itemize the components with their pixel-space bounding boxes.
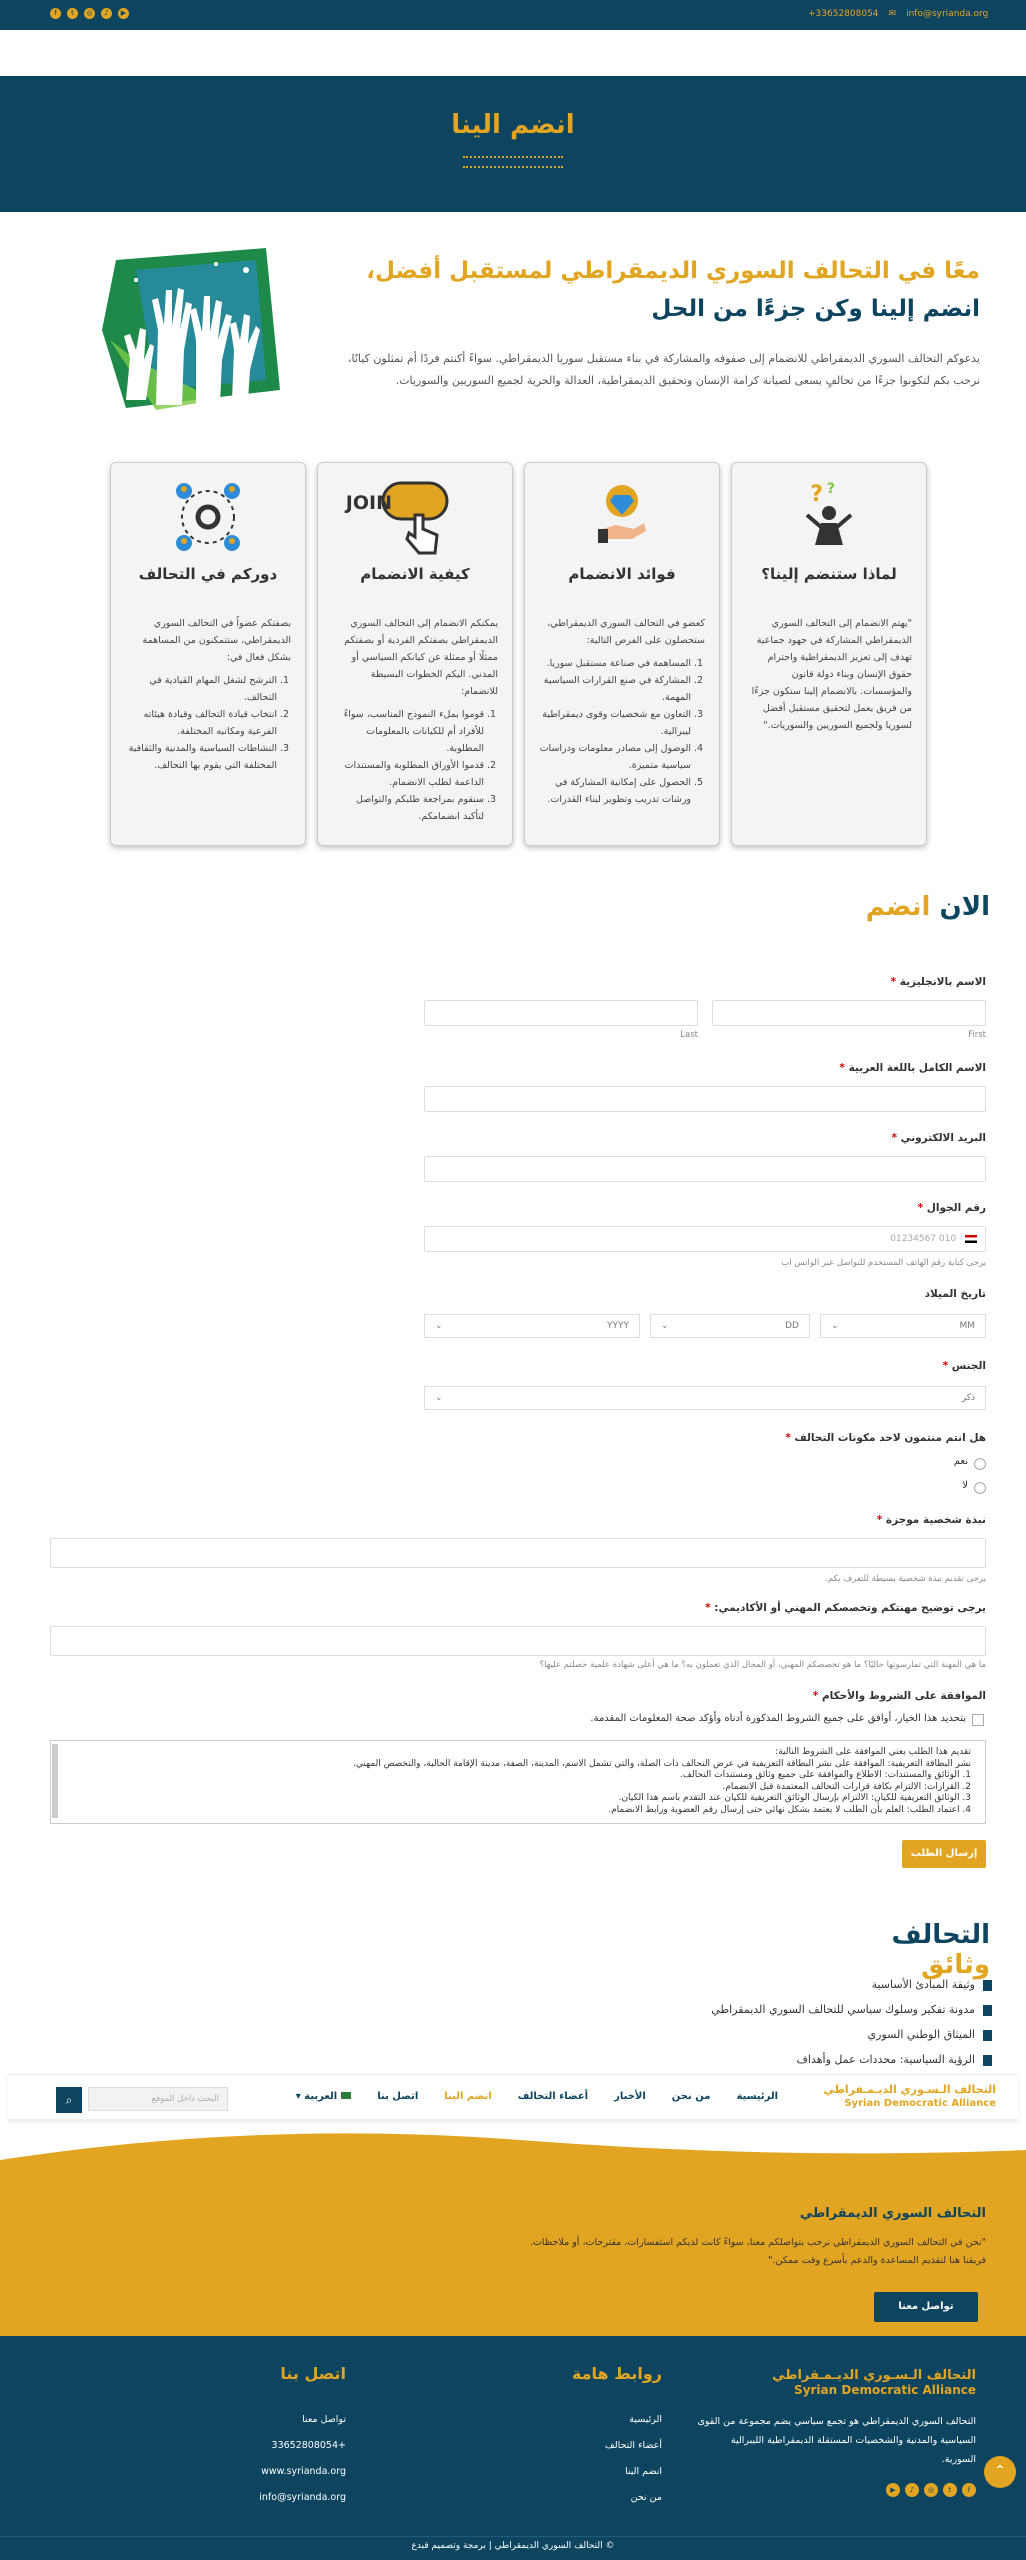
card-how-to-join <box>317 462 513 846</box>
instagram-icon[interactable]: ◎ <box>924 2483 938 2497</box>
footer-links-title: روابط هامة <box>571 2364 662 2383</box>
submit-button[interactable]: إرسال الطلب <box>902 1840 986 1868</box>
list-item: 1. المساهمة في صناعة مستقبل سوريا. <box>539 655 691 672</box>
join-title-navy: الان <box>939 892 990 922</box>
member-yes-radio[interactable] <box>974 1458 986 1470</box>
nav-about[interactable]: من نحن <box>671 2091 711 2102</box>
youtube-icon[interactable]: ▶ <box>886 2483 900 2497</box>
intro-title <box>320 252 980 328</box>
footer-logo: التحالف الـسـوري الديـمـقراطي Syrian Democratic Alliance <box>772 2368 976 2397</box>
first-name-input[interactable] <box>712 1000 986 1026</box>
twitter-icon[interactable]: t <box>943 2483 957 2497</box>
bio-label: نبذة شخصية موجزة * <box>876 1514 986 1526</box>
terms-box[interactable] <box>50 1740 986 1824</box>
footer-link[interactable]: الرئيسية <box>629 2414 662 2425</box>
pdf-file-icon <box>983 2005 992 2016</box>
nav-menu <box>296 2091 778 2102</box>
steps-list <box>332 706 498 825</box>
footer-about-text: التحالف السوري الديمقراطي هو تجمع سياسي يضم مجموعة من القوى السياسية والمدنية والشخصيات المستقلة الديمقراطية الليبرالية السورية. <box>697 2416 976 2465</box>
dob-day-select[interactable]: DD ⌄ <box>650 1314 810 1338</box>
terms-checkbox-label: بتحديد هذا الخيار، أوافق على جميع الشروط المذكورة أدناه وأؤكد صحة المعلومات المقدمة. <box>590 1713 966 1724</box>
terms-line: 2. القرارات: الالتزام بكافة قرارات التحالف المعتمدة قبل الانضمام. <box>722 1781 971 1792</box>
diamond-hand-icon <box>539 479 705 559</box>
dob-year-select[interactable]: YYYY ⌄ <box>424 1314 640 1338</box>
footer-about <box>696 2368 976 2497</box>
list-item: 2. قدموا الأوراق المطلوبة والمستندات الداعمة لطلب الانضمام. <box>332 757 484 791</box>
card-title: دوركم في التحالف <box>138 565 278 583</box>
card-text: "يهتم الانضمام إلى التحالف السوري الديمقراطي المشاركة في جهود جماعية تهدف إلى تعزيز الديمقراطية واحترام حقوق الإنسان وبناء دولة قانون والمؤسسات. بالانضمام إلينا ستكون جزءًا من فريق يعمل لتحقيق مستقبل أفضل لسوريا ولجميع السوريين والسوريات." <box>751 618 912 731</box>
join-form-title <box>860 892 990 922</box>
language-switcher[interactable]: العربية ▾ <box>296 2091 351 2102</box>
top-phone[interactable]: +33652808054 <box>808 9 879 19</box>
terms-line: 1. الوثائق والمستندات: الاطلاع والموافقة على جميع وثائق ومستندات التحالف. <box>679 1770 971 1780</box>
profession-hint: ما هي المهنة التي تمارسونها حاليًا؟ ما هو تخصصكم المهني، أو المجال الذي تعملون به؟ ما هي أعلى شهادة علمية حصلتم عليها؟ <box>539 1660 986 1670</box>
search-icon[interactable]: ⌕ <box>56 2087 82 2113</box>
facebook-icon[interactable]: f <box>962 2483 976 2497</box>
last-name-input[interactable] <box>424 1000 698 1026</box>
intro-title-highlight: معًا في التحالف السوري الديمقراطي لمستقبل أفضل، <box>366 258 980 284</box>
arabic-name-input[interactable] <box>424 1086 986 1112</box>
nav-contact[interactable]: اتصل بنا <box>377 2091 419 2102</box>
card-why-join <box>731 462 927 846</box>
footer-contact-title: اتصل بنا <box>280 2364 346 2383</box>
last-hint: Last <box>680 1030 698 1040</box>
profession-textarea[interactable] <box>50 1626 986 1656</box>
phone-hint: يرجى كتابة رقم الهاتف المستخدم للتواصل عبر الواتس اب <box>781 1258 986 1268</box>
list-item: 1. قوموا بملء النموذج المناسب، سواءً للأفراد أم للكيانات بالمعلومات المطلوبة. <box>332 706 484 757</box>
list-item: 1. الترشح لشغل المهام القيادية في التحالف. <box>125 672 277 706</box>
doc-link[interactable]: الرؤية السياسية: محددات عمل وأهداف <box>600 2053 992 2066</box>
logo-arabic: التحالف الـسـوري الديـمـقراطي <box>823 2083 996 2096</box>
terms-checkbox[interactable] <box>972 1714 984 1726</box>
card-text: يمكنكم الانضمام إلى التحالف السوري الديمقراطي بصفتكم الفردية أو بصفتكم ممثلًا أو ممثلة عن كيانكم السياسي أو المدني. اليكم الخطوات البسيطة للانضمام: <box>344 618 498 697</box>
syria-flag-icon <box>341 2092 351 2099</box>
footer-link[interactable]: من نحن <box>630 2492 662 2503</box>
instagram-icon[interactable]: ◎ <box>84 8 95 19</box>
card-title: لماذا ستنضم إلينا؟ <box>761 565 897 583</box>
list-item: 2. انتخاب قيادة التحالف وقيادة هيئاته الفرعية ومكاتبه المختلفة. <box>125 706 277 740</box>
list-item: 3. سنقوم بمراجعة طلبكم والتواصل لتأكيد انضمامكم. <box>332 791 484 825</box>
svg-text:JOIN: JOIN <box>345 492 392 514</box>
doc-link[interactable]: الميثاق الوطني السوري <box>600 2028 992 2041</box>
member-yes-label: نعم <box>953 1456 968 1467</box>
email-label: البريد الالكتروني * <box>891 1132 986 1144</box>
pdf-file-icon <box>983 1980 992 1991</box>
bio-hint: يرجى تقديم نبذة شخصية بسيطة للتعرف بكم. <box>825 1574 986 1584</box>
phone-label: رقم الجوال * <box>917 1202 986 1214</box>
list-item: 4. الوصول إلى مصادر معلومات ودراسات سياسية متميزة. <box>539 740 691 774</box>
card-benefits <box>524 462 720 846</box>
footer-social <box>696 2483 976 2497</box>
search-input[interactable]: البحث داخل الموقع <box>88 2087 228 2111</box>
top-email[interactable]: info@syrianda.org <box>906 9 989 19</box>
page-hero <box>0 76 1026 212</box>
cta-text: "نحن في التحالف السوري الديمقراطي نرحب بتواصلكم معنا، سواءً كانت لديكم استفسارات، مقترحات، أو ملاحظات. فريقنا هنا لتقديم المساعدة والدعم بأسرع وقت ممكن." <box>529 2237 986 2266</box>
role-list <box>125 672 291 774</box>
docs-title-navy: التحالف <box>891 1920 990 1950</box>
footer-contact-link[interactable]: تواصل معنا <box>302 2414 346 2425</box>
profession-label: يرجى توضيح مهنتكم وتخصصكم المهني أو الأكاديمي: * <box>705 1602 986 1614</box>
terms-scrollbar[interactable] <box>52 1744 58 1818</box>
terms-line: 4. اعتماد الطلب: العلم بأن الطلب لا يعتمد بشكل نهائي حتى إرسال رقم العضوية ورابط الانضمام. <box>608 1804 971 1815</box>
nav-members[interactable]: أعضاء التحالف <box>517 2091 589 2102</box>
footer-link[interactable]: أعضاء التحالف <box>604 2440 662 2451</box>
site-footer <box>0 2336 1026 2560</box>
benefits-list <box>539 655 705 808</box>
card-text: بصفتكم عضواً في التحالف السوري الديمقراطي، ستتمكنون من المساهمة بشكل فعال في: <box>142 618 291 663</box>
member-question-label: هل انتم منتمون لاحد مكونات التحالف * <box>785 1432 986 1444</box>
footer-website[interactable]: www.syrianda.org <box>261 2466 346 2477</box>
card-your-role <box>110 462 306 846</box>
dob-month-select[interactable]: MM ⌄ <box>820 1314 986 1338</box>
terms-line: تقديم هذا الطلب يعني الموافقة على الشروط التالية: <box>775 1747 971 1757</box>
intro-text: يدعوكم التحالف السوري الديمقراطي للانضمام إلى صفوفه والمشاركة في بناء مستقبل سوريا الديمقراطي. سواءً أكنتم فردًا أم تمثلون كيانًا، نرحب بكم لتكونوا جزءًا من تحالفٍ يسعى لصيانة كرامة الإنسان وتحقيق الديمقراطية، العدالة والحرية لجميع السوريين والسوريات. <box>347 352 980 387</box>
member-no-radio[interactable] <box>974 1482 986 1494</box>
gender-label: الجنس * <box>942 1360 986 1372</box>
top-contact <box>808 9 988 19</box>
contact-us-button[interactable]: تواصل معنا <box>874 2292 978 2322</box>
mail-icon: ✉ <box>888 9 897 19</box>
list-item: 2. المشاركة في صنع القرارات السياسية المهمة. <box>539 672 691 706</box>
raised-hands-image <box>96 240 284 412</box>
site-logo[interactable] <box>823 2083 996 2111</box>
social-links <box>50 8 129 19</box>
person-question-icon <box>746 479 912 559</box>
join-title-gold: انضم <box>865 892 931 922</box>
pdf-file-icon <box>983 2055 992 2066</box>
footer-links <box>522 2364 662 2511</box>
list-item: 3. التعاون مع شخصيات وقوى ديمقراطية ليبرالية. <box>539 706 691 740</box>
dob-label: تاريخ الميلاد <box>924 1288 986 1300</box>
footer-contact <box>186 2364 346 2511</box>
svg-text:?: ? <box>826 481 835 497</box>
doc-link[interactable]: مدونة تفكير وسلوك سياسي للتحالف السوري الديمقراطي <box>600 2003 992 2016</box>
tiktok-icon[interactable]: ♪ <box>905 2483 919 2497</box>
team-gear-icon <box>125 479 291 559</box>
terms-label: الموافقة على الشروط والأحكام * <box>812 1690 986 1702</box>
list-item: 5. الحصول على إمكانية المشاركة في ورشات تدريب وتطوير لبناء القدرات. <box>539 774 691 808</box>
twitter-icon[interactable]: t <box>67 8 78 19</box>
egypt-flag-icon <box>965 1235 977 1243</box>
docs-title-gold: وثائق <box>921 1950 990 1980</box>
doc-link[interactable]: وثيقة المبادئ الأساسية <box>600 1978 992 1991</box>
member-no-label: لا <box>962 1480 968 1491</box>
documents-title <box>850 1920 990 1980</box>
logo-english: Syrian Democratic Alliance <box>844 2098 996 2109</box>
nav-home[interactable]: الرئيسية <box>736 2091 778 2102</box>
terms-line: نشر البطاقة التعريفية: الموافقة على نشر البطاقة التعريفية في عرض التحالف ذات الصلة، والتي تشمل الاسم، المدينة، الصفة، مدينة الإقامة الحالية، والتخصص المهني. <box>353 1758 971 1769</box>
nav-join[interactable]: انضم الينا <box>444 2091 492 2102</box>
bio-textarea[interactable] <box>50 1538 986 1568</box>
youtube-icon[interactable]: ▶ <box>118 8 129 19</box>
join-click-icon <box>332 479 498 559</box>
footer-link[interactable]: انضم الينا <box>624 2466 662 2477</box>
nav-news[interactable]: الأخبار <box>614 2091 646 2102</box>
phone-placeholder: 010 01234567 <box>890 1234 957 1244</box>
scroll-to-top-button[interactable]: ⌃ <box>984 2456 1016 2488</box>
cta-title: التحالف السوري الديمقراطي <box>799 2206 986 2221</box>
card-title: كيفية الانضمام <box>360 565 470 583</box>
name-ar-label: الاسم الكامل باللغة العربية * <box>839 1062 986 1074</box>
page-title: انضم الينا <box>451 110 575 140</box>
copyright: © التحالف السوري الديمقراطي | برمجة وتصميم قبدع <box>0 2536 1026 2556</box>
main-navbar <box>8 2074 1018 2120</box>
first-hint: First <box>968 1030 986 1040</box>
name-en-label: الاسم بالانجليزية * <box>890 976 986 988</box>
card-text: كعضو في التحالف السوري الديمقراطي، ستحصلون على الفرص التالية: <box>547 618 705 646</box>
email-input[interactable] <box>424 1156 986 1182</box>
list-item: 3. النشاطات السياسية والمدنية والثقافية المختلفة التي يقوم بها التحالف. <box>125 740 277 774</box>
title-decoration <box>463 156 563 168</box>
tiktok-icon[interactable]: ♪ <box>101 8 112 19</box>
top-bar <box>0 0 1026 30</box>
contact-cta <box>0 2166 1026 2336</box>
intro-title-rest: انضم إلينا وكن جزءًا من الحل <box>651 296 980 322</box>
pdf-file-icon <box>983 2030 992 2041</box>
gender-select[interactable]: ذكر ⌄ <box>424 1386 986 1410</box>
card-title: فوائد الانضمام <box>568 565 676 583</box>
facebook-icon[interactable]: f <box>50 8 61 19</box>
footer-email[interactable]: info@syrianda.org <box>259 2492 346 2503</box>
svg-text:?: ? <box>810 482 823 507</box>
terms-line: 3. الوثائق التعريفية للكيان: الالتزام بإرسال الوثائق التعريفية للكيان عند التقدم باسم هذا الكيان. <box>618 1793 971 1803</box>
phone-input[interactable] <box>424 1226 986 1252</box>
footer-phone[interactable]: +33652808054 <box>271 2440 346 2451</box>
